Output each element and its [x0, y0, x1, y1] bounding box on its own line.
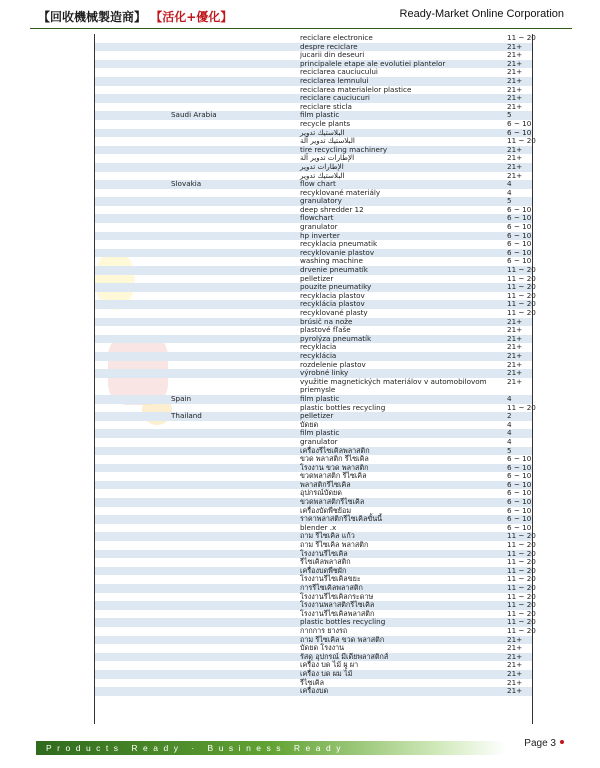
count-range-cell: 6 ~ 10 — [507, 247, 532, 257]
count-range-cell: 21+ — [507, 660, 523, 670]
keyword-cell: pouzite pneumatiky — [300, 282, 372, 292]
count-range-cell: 21+ — [507, 144, 523, 154]
keyword-cell: reciclarea lemnului — [300, 75, 369, 85]
count-range-cell: 11 ~ 20 — [507, 583, 536, 592]
keyword-cell: principalele etape ale evolutiei plantelor — [300, 58, 446, 68]
keyword-cell: البلاستيك تدوير — [300, 170, 345, 180]
count-range-cell: 6 ~ 10 — [507, 213, 532, 223]
keyword-cell: กากการ ยางรถ — [300, 625, 348, 635]
keyword-cell: ขวดพลาสติก รีไซเคิล — [300, 471, 367, 481]
keyword-cell: recycle plants — [300, 118, 351, 128]
count-range-cell: 4 — [507, 179, 512, 189]
count-range-cell: 21+ — [507, 84, 523, 94]
keyword-cell: recyklacia plastov — [300, 290, 365, 300]
page-number: Page 3 — [524, 738, 556, 749]
count-range-cell: 11 ~ 20 — [507, 136, 536, 146]
keyword-cell: รีไซเคิลพลาสติก — [300, 557, 351, 567]
count-range-cell: 6 ~ 10 — [507, 479, 532, 489]
count-range-cell: 5 — [507, 110, 512, 120]
count-range-cell: 21+ — [507, 325, 523, 335]
country-cell: Slovakia — [171, 179, 202, 189]
count-range-cell: 21+ — [507, 58, 523, 68]
country-cell: Spain — [171, 393, 192, 403]
count-range-cell: 21+ — [507, 350, 523, 360]
keyword-cell: drvenie pneumatík — [300, 265, 368, 275]
count-range-cell: 11 ~ 20 — [507, 548, 536, 558]
country-cell: Saudi Arabia — [171, 110, 217, 120]
header-accent-close: 】 — [220, 10, 233, 24]
count-range-cell: 6 ~ 10 — [507, 514, 532, 524]
keyword-cell: เครื่อง บด ผม ไม้ — [300, 668, 353, 678]
count-range-cell: 4 — [507, 428, 512, 438]
keyword-cell: الإطارات تدوير — [300, 161, 344, 171]
count-range-cell: 21+ — [507, 41, 523, 51]
count-range-cell: 11 ~ 20 — [507, 617, 536, 627]
count-range-cell: 21+ — [507, 686, 523, 696]
header-company-name: Ready-Market Online Corporation — [399, 8, 564, 20]
keyword-cell: recyklacia — [300, 342, 337, 352]
count-range-cell: 21+ — [507, 170, 523, 180]
keyword-cell: recyklacia pneumatik — [300, 239, 378, 249]
count-range-cell: 6 ~ 10 — [507, 239, 532, 249]
keyword-cell: recyklácia plastov — [300, 299, 365, 309]
count-range-cell: 11 ~ 20 — [507, 33, 536, 42]
keyword-cell: พลาสติกรีไซเคิล — [300, 479, 351, 489]
count-range-cell: 6 ~ 10 — [507, 118, 532, 128]
count-range-cell: 6 ~ 10 — [507, 505, 532, 515]
page-header — [0, 0, 600, 30]
keyword-cell: blender .x — [300, 522, 337, 532]
keyword-cell: film plastic — [300, 393, 340, 403]
keyword-table — [94, 33, 536, 724]
country-cell: Thailand — [171, 411, 202, 421]
count-range-cell: 21+ — [507, 67, 523, 77]
count-range-cell: 21+ — [507, 376, 523, 386]
keyword-cell: brúsič na nože — [300, 316, 353, 326]
keyword-cell: rozdelenie plastov — [300, 359, 366, 369]
header-bracket-close: 】 — [134, 10, 147, 24]
keyword-cell: pelletizer — [300, 273, 334, 283]
keyword-cell: บัดยด โรงงาน — [300, 643, 345, 653]
count-range-cell: 2 — [507, 411, 512, 421]
count-range-cell: 4 — [507, 436, 512, 446]
keyword-cell: ถาม รีไซเคิล ขวด พลาสติก — [300, 634, 385, 644]
count-range-cell: 11 ~ 20 — [507, 557, 536, 567]
keyword-cell: البلاستيك تدوير آلة — [300, 136, 355, 146]
count-range-cell: 6 ~ 10 — [507, 454, 532, 464]
keyword-cell: pyrolýza pneumatík — [300, 333, 372, 343]
count-range-cell: 11 ~ 20 — [507, 625, 536, 635]
count-range-cell: 6 ~ 10 — [507, 462, 532, 472]
keyword-cell: เครื่องบัดพืชย้อม — [300, 505, 352, 515]
keyword-cell: plastic bottles recycling — [300, 617, 386, 627]
count-range-cell: 21+ — [507, 368, 523, 378]
count-range-cell: 6 ~ 10 — [507, 488, 532, 498]
keyword-cell: recyklované materiály — [300, 187, 381, 197]
count-range-cell: 6 ~ 10 — [507, 230, 532, 240]
count-range-cell: 21+ — [507, 634, 523, 644]
count-range-cell: 6 ~ 10 — [507, 471, 532, 481]
keyword-cell: เครื่อง บด ไม้ ผู ผา — [300, 660, 359, 670]
count-range-cell: 6 ~ 10 — [507, 497, 532, 507]
header-left-title — [38, 8, 232, 25]
keyword-cell: reciclare sticla — [300, 101, 352, 111]
count-range-cell: 21+ — [507, 651, 523, 661]
count-range-cell: 11 ~ 20 — [507, 531, 536, 541]
keyword-cell: reciclarea cauciucului — [300, 67, 378, 77]
keyword-cell: hp inverter — [300, 230, 340, 240]
count-range-cell: 11 ~ 20 — [507, 273, 536, 283]
count-range-cell: 11 ~ 20 — [507, 282, 536, 292]
keyword-cell: tire recycling machinery — [300, 144, 388, 154]
keyword-cell: บัดยด — [300, 419, 319, 429]
keyword-cell: โรงงานรีไซเคิลพลาสติก — [300, 608, 375, 618]
count-range-cell: 11 ~ 20 — [507, 574, 536, 584]
count-range-cell: 11 ~ 20 — [507, 308, 536, 317]
page-dot-icon — [560, 740, 564, 744]
count-range-cell: 11 ~ 20 — [507, 565, 536, 575]
keyword-cell: deep shredder 12 — [300, 204, 364, 214]
count-range-cell: 5 — [507, 196, 512, 206]
count-range-cell: 4 — [507, 187, 512, 197]
keyword-cell: โรงงานรีไซเคิล — [300, 548, 348, 558]
count-range-cell: 21+ — [507, 342, 523, 352]
keyword-cell: โรงงานรีไซเคิลขยะ — [300, 574, 361, 584]
count-range-cell: 21+ — [507, 668, 523, 678]
keyword-cell: โรงงานพลาสติกรีไซเคิล — [300, 600, 375, 610]
count-range-cell: 6 ~ 10 — [507, 522, 532, 532]
keyword-cell: ขวดพลาสติกรีไซเคิล — [300, 497, 365, 507]
count-range-cell: 5 — [507, 445, 512, 455]
keyword-cell: využitie magnetických materiálov v automobilovom priemysle — [300, 376, 487, 395]
count-range-cell: 6 ~ 10 — [507, 222, 532, 232]
keyword-cell: pelletizer — [300, 411, 334, 421]
count-range-cell: 4 — [507, 393, 512, 403]
count-range-cell: 11 ~ 20 — [507, 265, 536, 275]
count-range-cell: 21+ — [507, 50, 523, 60]
count-range-cell: 11 ~ 20 — [507, 591, 536, 601]
count-range-cell: 21+ — [507, 75, 523, 85]
keyword-cell: plastové fľaše — [300, 325, 351, 335]
count-range-cell: 21+ — [507, 677, 523, 687]
footer-tagline: Products Ready · Business Ready — [46, 743, 346, 753]
keyword-cell: البلاستيك تدوير — [300, 127, 345, 137]
keyword-cell: výrobné linky — [300, 368, 349, 378]
keyword-cell: reciclare cauciucuri — [300, 93, 370, 103]
count-range-cell: 21+ — [507, 643, 523, 653]
keyword-cell: granulator — [300, 222, 338, 232]
count-range-cell: 21+ — [507, 316, 523, 326]
keyword-cell: รีไซเคิล — [300, 677, 325, 687]
keyword-cell: โรงงาน ขวด พลาสติก — [300, 462, 369, 472]
keyword-cell: plastic bottles recycling — [300, 402, 386, 412]
keyword-cell: อุปกรณ์บัดยด — [300, 488, 342, 498]
keyword-cell: recyklovanie plastov — [300, 247, 375, 257]
count-range-cell: 21+ — [507, 93, 523, 103]
count-range-cell: 21+ — [507, 161, 523, 171]
count-range-cell: 6 ~ 10 — [507, 256, 532, 266]
keyword-cell: รัสดุ อุปกรณ์ มีเดียพลาสติกส์ — [300, 651, 389, 661]
keyword-cell: โรงงานรีไซเคิลกระดาษ — [300, 591, 374, 601]
keyword-cell: granulatory — [300, 196, 342, 206]
keyword-cell: flow chart — [300, 179, 336, 189]
count-range-cell: 21+ — [507, 333, 523, 343]
count-range-cell: 6 ~ 10 — [507, 204, 532, 214]
count-range-cell: 11 ~ 20 — [507, 540, 536, 550]
keyword-cell: reciclarea materialelor plastice — [300, 84, 412, 94]
keyword-cell: เครื่องบด — [300, 686, 329, 696]
keyword-cell: ราคาพลาสติกรีไซเคิลขั้นนี้ — [300, 514, 383, 524]
header-bracket-open: 【 — [38, 10, 51, 24]
keyword-cell: jucarii din deseuri — [300, 50, 365, 60]
keyword-cell: recyklované plasty — [300, 308, 368, 317]
count-range-cell: 21+ — [507, 359, 523, 369]
count-range-cell: 11 ~ 20 — [507, 600, 536, 610]
keyword-cell: washing machine — [300, 256, 363, 266]
keyword-cell: เครื่องบดพืชผัก — [300, 565, 347, 575]
keyword-cell: ถาม รีไซเคิล พลาสติก — [300, 540, 369, 550]
keyword-cell: despre reciclare — [300, 41, 358, 51]
count-range-cell: 4 — [507, 419, 512, 429]
keyword-cell: granulator — [300, 436, 338, 446]
keyword-cell: recyklácia — [300, 350, 337, 360]
keyword-cell: film plastic — [300, 428, 340, 438]
header-company-type: 回收機械製造商 — [50, 10, 135, 24]
count-range-cell: 6 ~ 10 — [507, 127, 532, 137]
header-accent-open: 【 — [150, 10, 163, 24]
header-divider — [30, 28, 572, 29]
table-row — [95, 378, 532, 395]
table-row — [95, 687, 532, 696]
keyword-cell: การรีไซเคิลพลาสติก — [300, 583, 363, 592]
keyword-cell: ถาม รีไซเคิล แก้ว — [300, 531, 355, 541]
keyword-cell: เครื่องรีไซเคิลพลาสติก — [300, 445, 370, 455]
keyword-cell: reciclare electronice — [300, 33, 373, 42]
keyword-cell: ขวด พลาสติก รีไซเคิล — [300, 454, 369, 464]
count-range-cell: 11 ~ 20 — [507, 299, 536, 309]
count-range-cell: 11 ~ 20 — [507, 290, 536, 300]
keyword-cell: flowchart — [300, 213, 334, 223]
count-range-cell: 11 ~ 20 — [507, 608, 536, 618]
count-range-cell: 21+ — [507, 101, 523, 111]
header-accent-text: 活化+優化 — [162, 10, 221, 24]
keyword-cell: الإطارات تدوير آلة — [300, 153, 355, 163]
count-range-cell: 11 ~ 20 — [507, 402, 536, 412]
count-range-cell: 21+ — [507, 153, 523, 163]
keyword-cell: film plastic — [300, 110, 340, 120]
